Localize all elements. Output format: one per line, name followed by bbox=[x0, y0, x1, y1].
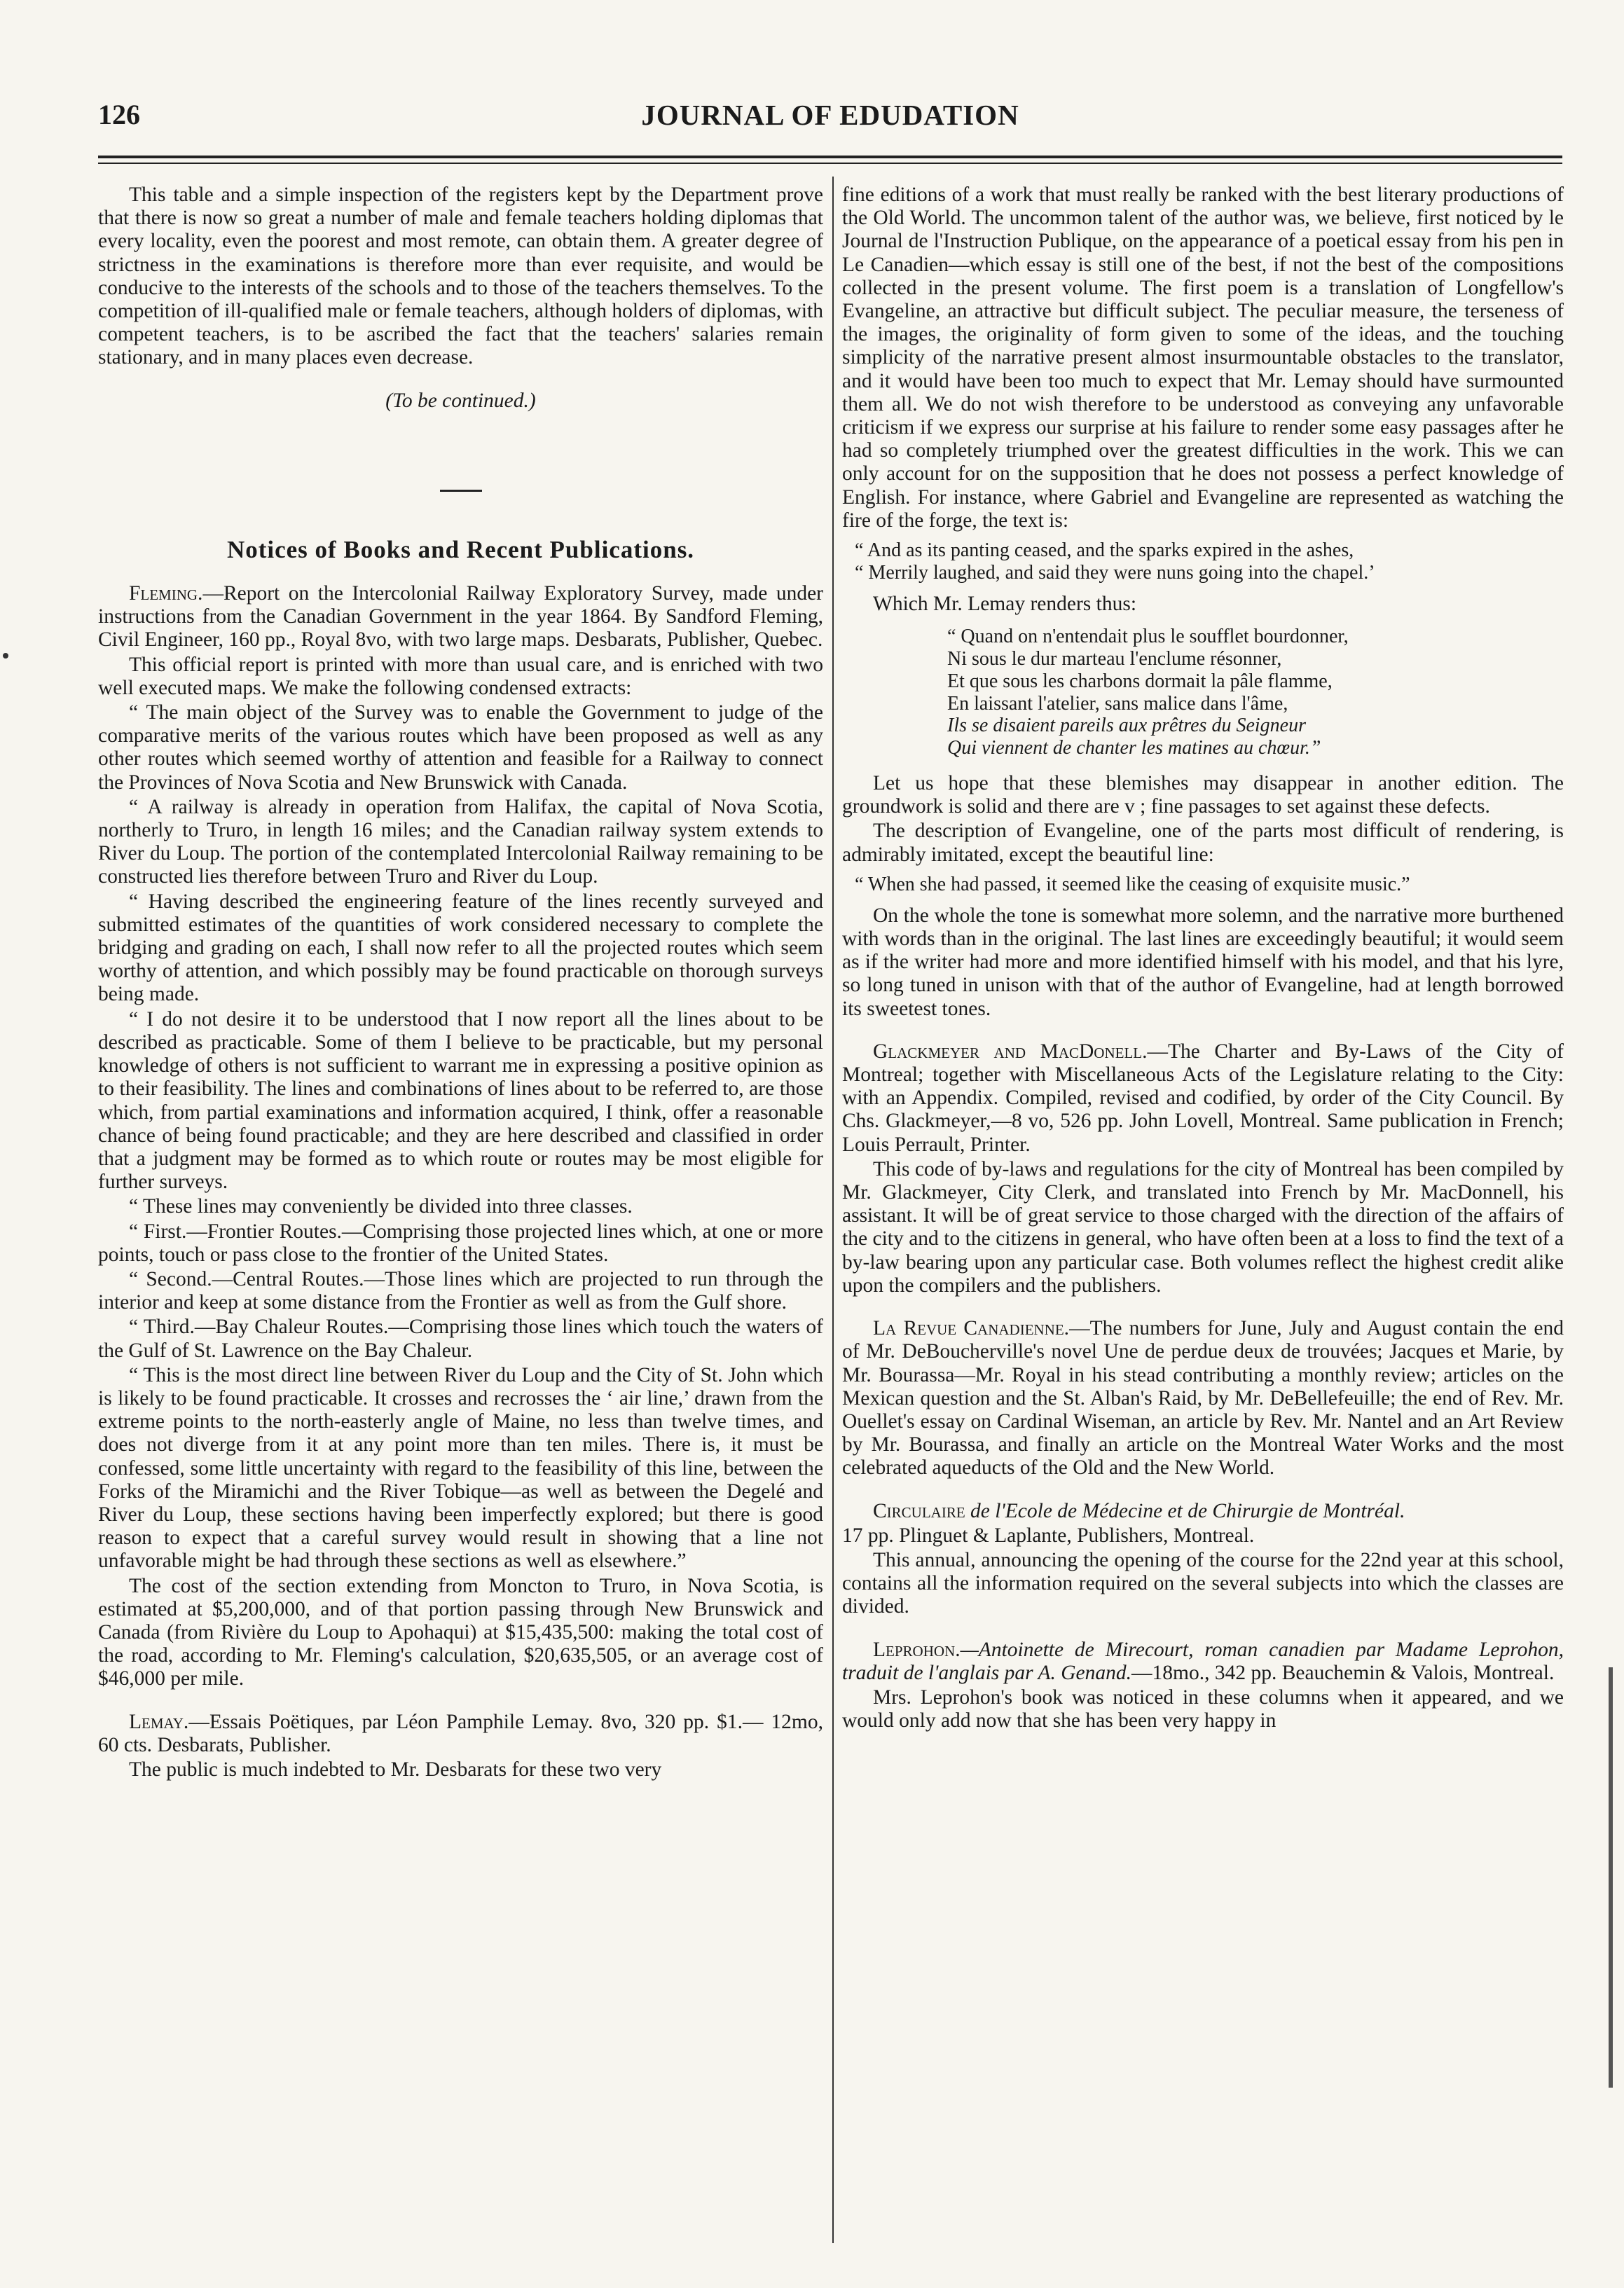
lemay-citation bbox=[98, 1711, 823, 1757]
line-quote bbox=[855, 874, 1564, 896]
fleming-paragraph: “ These lines may conveniently be divided into three classes. bbox=[129, 1195, 633, 1218]
page-edge-shadow bbox=[1609, 1667, 1613, 2088]
circulaire-head: Circulaire bbox=[873, 1499, 965, 1522]
after-quote-paragraph: The description of Evangeline, one of the parts most difficult of rendering, is admirably imitated, except the beautiful line: bbox=[842, 820, 1564, 866]
entry-gap bbox=[842, 1022, 1564, 1040]
header-rule-thick bbox=[98, 156, 1562, 158]
section-title: Notices of Books and Recent Publications. bbox=[226, 535, 695, 563]
leprohon-head: Leprohon. bbox=[873, 1638, 961, 1661]
fleming-paragraph: “ Having described the engineering feature of the lines recently surveyed and submitted estimates of the quantities of work considered necessary to complete the bridging and grading on each, I shall now refer to all the projected routes which seem worthy of attention, and which possibly may be found practicable on thorough surveys being made. bbox=[98, 890, 823, 1006]
quote-line: “ Merrily laughed, and said they were nuns going into the chapel.’ bbox=[855, 562, 1375, 584]
section-separator bbox=[440, 490, 482, 492]
poem-line-italic: Qui viennent de chanter les matines au chœur.” bbox=[947, 737, 1321, 759]
page-header bbox=[98, 98, 1562, 142]
poem-line: Et que sous les charbons dormait la pâle flamme, bbox=[947, 670, 1333, 692]
circulaire-citation bbox=[842, 1500, 1564, 1523]
fleming-paragraph: “ The main object of the Survey was to enable the Government to judge of the comparative merits of the various routes which have been proposed as well as any other routes which seemed worthy of attention and feasible for a Railway to connect the Provinces of Nova Scotia and New Brunswick with Canada. bbox=[98, 701, 823, 794]
fleming-paragraph: “ Second.—Central Routes.—Those lines which are projected to run through the interior and keep at some distance from the Frontier as well as from the Gulf shore. bbox=[98, 1267, 823, 1314]
page-number: 126 bbox=[98, 99, 140, 130]
revue-entry bbox=[842, 1317, 1564, 1480]
lemay-continued: fine editions of a work that must really be ranked with the best literary productions of the Old World. The uncommon talent of the author was, we believe, first noticed by le Journal de l'Instruction Publique, on the appearance of a poetical essay from his pen in Le Canadien—which essay is still one of the best, if not the best of the compositions collected in the present volume. The first poem is a translation of Longfellow's Evangeline, an attractive but difficult subject. The peculiar measure, the terseness of the images, the originality of form given to some of the ideas, and the touching simplicity of the narrative present almost insurmountable obstacles to the translator, and it would have been too much to expect that Mr. Lemay should have surmounted them all. We do not wish therefore to be understood as conveying any unfavorable criticism if we express our surprise at his failure to render some easy passages after he had so completely triumphed over the greatest difficulties in the work. This we can only account for on the supposition that he does not possess a perfect knowledge of English. For instance, where Gabriel and Evangeline are represented as watching the fire of the forge, the text is: bbox=[842, 184, 1564, 532]
circulaire-publisher: 17 pp. Plinguet & Laplante, Publishers, Montreal. bbox=[842, 1524, 1255, 1547]
to-be-continued: (To be continued.) bbox=[385, 389, 536, 412]
entry-gap bbox=[842, 1482, 1564, 1500]
fleming-paragraph: “ A railway is already in operation from Halifax, the capital of Nova Scotia, northerly to Truro, in length 16 miles; and the Canadian railway system extends to River du Loup. The portion of the contemplated Intercolonial Railway remaining to be constructed lies therefore between Truro and River du Loup. bbox=[98, 795, 823, 888]
glackmeyer-citation-text: —The Charter and By-Laws of the City of Montreal; together with Miscellaneous Acts of the Legislature relating to the City: with an Appendix. Compiled, revised and codified, by order of the City Council. By Chs. Glackmeyer,—8 vo, 526 pp. John Lovell, Montreal. Same publication in French; Louis Perrault, Printer. bbox=[842, 1040, 1564, 1156]
glackmeyer-body: This code of by-laws and regulations for the city of Montreal has been compiled by Mr. Glackmeyer, City Clerk, and translated into French by Mr. MacDonnell, his assistant. It will be of great service to those charged with the direction of the affairs of the city and to the citizens in general, who have often been at a loss to find the text of a by-law bearing upon any particular case. Both volumes reflect the highest credit alike upon the compilers and the publishers. bbox=[842, 1157, 1564, 1297]
fleming-paragraph: “ Third.—Bay Chaleur Routes.—Comprising those lines which touch the waters of the Gulf of St. Lawrence on the Bay Chaleur. bbox=[98, 1316, 823, 1362]
leprohon-citation bbox=[842, 1639, 1564, 1685]
circulaire-body: This annual, announcing the opening of the course for the 22nd year at this school, contains all the information required on the several subjects into which the classes are divided. bbox=[842, 1548, 1564, 1618]
margin-speck bbox=[3, 653, 8, 659]
quote-line: “ When she had passed, it seemed like the ceasing of exquisite music.” bbox=[855, 873, 1410, 895]
glackmeyer-head: Glackmeyer and MacDonell. bbox=[873, 1040, 1148, 1063]
quote-line: “ And as its panting ceased, and the sparks expired in the ashes, bbox=[855, 539, 1354, 562]
lemay-opening: The public is much indebted to Mr. Desbarats for these two very bbox=[129, 1758, 662, 1781]
fleming-paragraph: “ I do not desire it to be understood that I now report all the lines about to be described as practicable. Some of them I believe to be practicable, but my personal knowledge of others is not sufficient to warrant me in expressing a positive opinion as to their feasibility. The lines and combinations of lines about to be referred to, are those which, from partial examinations and information acquired, I think, offer a reasonable chance of being found practicable; and they are here described and classified in order that a judgment may be formed as to which route or routes may be most eligible for further surveys. bbox=[98, 1007, 823, 1194]
poem-line: En laissant l'atelier, sans malice dans l'âme, bbox=[947, 692, 1288, 715]
fleming-head: Fleming. bbox=[129, 582, 203, 605]
closing-paragraph: On the whole the tone is somewhat more solemn, and the narrative more burthened with words than in the original. The last lines are exceedingly beautiful; it would seem as if the writer had more and more identified himself with his model, and that his lyre, so long tuned in unison with that of the author of Evangeline, had at length borrowed its sweetest tones. bbox=[842, 904, 1564, 1020]
fleming-paragraph: “ First.—Frontier Routes.—Comprising those projected lines which, at one or more points, touch or pass close to the frontier of the United States. bbox=[98, 1220, 823, 1266]
left-column bbox=[98, 184, 823, 1783]
revue-body: —The numbers for June, July and August contain the end of Mr. DeBoucherville's novel Une de perdue deux de trouvées; Jacques et Marie, by Mr. Bourassa—Mr. Royal in his stead contributing a monthly review; articles on the Mexican question and the St. Alban's Raid, by Mr. DeBellefeuille; the end of Rev. Mr. Ouellet's essay on Cardinal Wiseman, an article by Rev. Mr. Nantel and an Art Review by Mr. Bourassa, and finally an article on the Montreal Water Works and the most celebrated aqueducts of the Old and the New World. bbox=[842, 1317, 1564, 1480]
fleming-citation-text: —Report on the Intercolonial Railway Exploratory Survey, made under instructions from the Canadian Government in the year 1864. By Sandford Fleming, Civil Engineer, 160 pp., Royal 8vo, with two large maps. Desbarats, Publisher, Quebec. bbox=[98, 582, 823, 652]
glackmeyer-citation bbox=[842, 1040, 1564, 1157]
lemay-head: Lemay. bbox=[129, 1710, 189, 1733]
entry-gap bbox=[842, 1299, 1564, 1317]
renders-intro: Which Mr. Lemay renders thus: bbox=[873, 593, 1137, 616]
fleming-paragraph: “ This is the most direct line between River du Loup and the City of St. John which is likely to be found practicable. It crosses and recrosses the ‘ air line,’ drawn from the extreme points to the north-easterly angle of Maine, no less than twelve times, and does not diverge from it at any point more than ten miles. There is, it must be confessed, some little uncertainty with regard to the feasibility of this line, between the Forks of the Miramichi and the River Tobique—as well as between the Degelé and River du Loup, these sections having been imperfectly explored; but there is good reason to expect that a careful survey would result in showing that a line not unfavorable might be had through these sections as well as elsewhere.” bbox=[98, 1363, 823, 1573]
intro-paragraph: This table and a simple inspection of the registers kept by the Department prove that there is now so great a number of male and female teachers holding diplomas that every locality, even the poorest and most remote, can obtain them. A greater degree of strictness in the examinations is therefore more than ever requisite, and would be conducive to the interests of the schools and to those of the teachers themselves. To the competition of ill-qualified male or female teachers, although holders of diplomas, with competent teachers, is to be ascribed the fact that the teachers' salaries remain stationary, and in many places even decrease. bbox=[98, 184, 823, 369]
poem-line-italic: Ils se disaient pareils aux prêtres du Seigneur bbox=[947, 715, 1306, 737]
header-rule-thin bbox=[98, 163, 1562, 164]
circulaire-title: de l'Ecole de Médecine et de Chirurgie de Montréal. bbox=[965, 1499, 1405, 1522]
fleming-paragraph: This official report is printed with more than usual care, and is enriched with two well executed maps. We make the following condensed extracts: bbox=[98, 653, 823, 699]
english-quote bbox=[855, 539, 1564, 584]
leprohon-citation-text: —18mo., 342 pp. Beauchemin & Valois, Montreal. bbox=[1131, 1661, 1555, 1684]
revue-head: La Revue Canadienne. bbox=[873, 1317, 1070, 1340]
poem-line: “ Quand on n'entendait plus le soufflet bourdonner, bbox=[947, 626, 1349, 648]
fleming-paragraph: The cost of the section extending from Moncton to Truro, in Nova Scotia, is estimated at $5,200,000, and of that portion passing through New Brunswick and Canada (from Rivière du Loup to Apohaqui) at $15,435,500: making the total cost of the road, according to Mr. Fleming's calculation, $20,635,505, or an average cost of $46,000 per mile. bbox=[98, 1574, 823, 1690]
running-title: JOURNAL OF EDUDATION bbox=[641, 99, 1019, 131]
after-quote-paragraph: Let us hope that these blemishes may disappear in another edition. The groundwork is solid and there are v ; fine passages to set against these defects. bbox=[842, 772, 1564, 818]
leprohon-body: Mrs. Leprohon's book was noticed in these columns when it appeared, and we would only add now that she has been very happy in bbox=[842, 1686, 1564, 1732]
entry-gap bbox=[842, 1620, 1564, 1639]
entry-gap bbox=[98, 1693, 823, 1711]
fleming-citation bbox=[98, 582, 823, 652]
lemay-citation-text: —Essais Poëtiques, par Léon Pamphile Lemay. 8vo, 320 pp. $1.— 12mo, 60 cts. Desbarats, Publisher. bbox=[98, 1710, 823, 1756]
french-quote bbox=[947, 626, 1564, 759]
leprohon-title: —Antoinette de Mirecourt, roman canadien par Madame Leprohon, traduit de l'anglais par A. Genand. bbox=[842, 1638, 1564, 1684]
right-column bbox=[842, 184, 1564, 1734]
poem-line: Ni sous le dur marteau l'enclume résonner, bbox=[947, 648, 1282, 670]
column-divider bbox=[832, 177, 834, 2243]
